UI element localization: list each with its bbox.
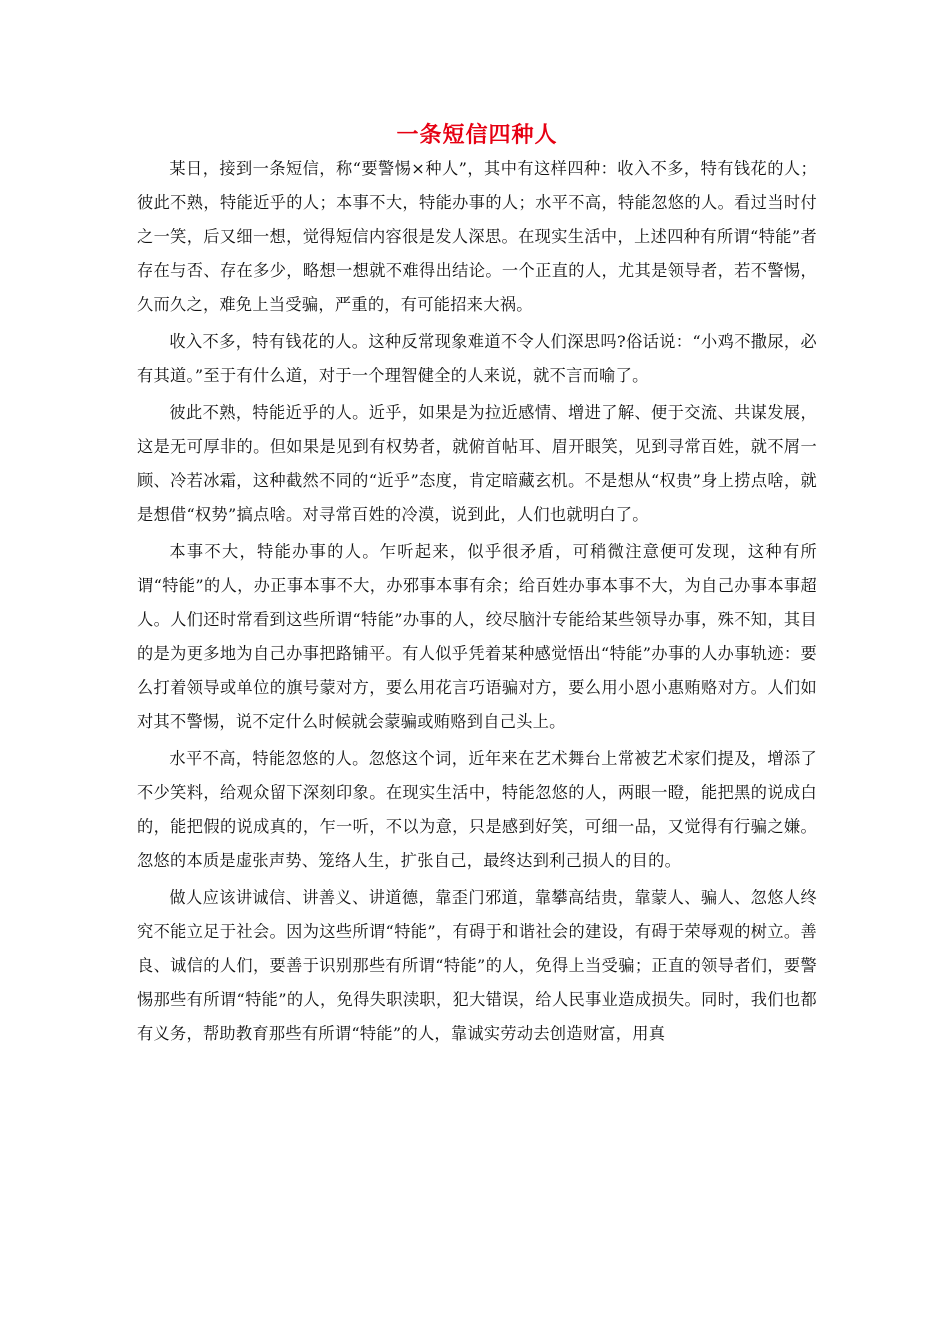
document-title: 一条短信四种人: [396, 122, 558, 148]
document-body: [137, 120, 817, 1054]
paragraph-intro: 某日，接到一条短信，称“要警惕×种人”，其中有这样四种：收入不多，特有钱花的人；彼此不熟，特能近乎的人；本事不大，特能办事的人；水平不高，特能忽悠的人。看过当时付之一笑，后又细一想，觉得短信内容很是发人深思。在现实生活中，上述四种有所谓“特能”者存在与否、存在多少，略想一想就不难得出结论。一个正直的人，尤其是领导者，若不警惕，久而久之，难免上当受骗，严重的，有可能招来大祸。: [137, 159, 817, 314]
paragraph-fooling: 水平不高，特能忽悠的人。忽悠这个词，近年来在艺术舞台上常被艺术家们提及，增添了不少笑料，给观众留下深刻印象。在现实生活中，特能忽悠的人，两眼一瞪，能把黑的说成白的，能把假的说成真的，乍一听，不以为意，只是感到好笑，可细一品，又觉得有行骗之嫌。忽悠的本质是虚张声势、笼络人生，扩张自己，最终达到利己损人的目的。: [137, 749, 817, 870]
paragraph-conclusion: 做人应该讲诚信、讲善义、讲道德，靠歪门邪道，靠攀高结贵，靠蒙人、骗人、忽悠人终究不能立足于社会。因为这些所谓“特能”，有碍于和谐社会的建设，有碍于荣辱观的树立。善良、诚信的人们，要善于识别那些有所谓“特能”的人，免得上当受骗；正直的领导者们，要警惕那些有所谓“特能”的人，免得失职渎职，犯大错误，给人民事业造成损失。同时，我们也都有义务，帮助教育那些有所谓“特能”的人，靠诚实劳动去创造财富，用真: [137, 888, 817, 1043]
paragraph-familiarity: 彼此不熟，特能近乎的人。近乎，如果是为拉近感情、增进了解、便于交流、共谋发展，这是无可厚非的。但如果是见到有权势者，就俯首帖耳、眉开眼笑，见到寻常百姓，就不屑一顾、冷若冰霜，这种截然不同的“近乎”态度，肯定暗藏玄机。不是想从“权贵”身上捞点啥，就是想借“权势”搞点啥。对寻常百姓的冷漠，说到此，人们也就明白了。: [137, 403, 817, 524]
paragraph-ability: 本事不大，特能办事的人。乍听起来，似乎很矛盾，可稍微注意便可发现，这种有所谓“特能”的人，办正事本事不大，办邪事本事有余；给百姓办事本事不大，为自己办事本事超人。人们还时常看到这些所谓“特能”办事的人，绞尽脑汁专能给某些领导办事，殊不知，其目的是为更多地为自己办事把路铺平。有人似乎凭着某种感觉悟出“特能”办事的人办事轨迹：要么打着领导或单位的旗号蒙对方，要么用花言巧语骗对方，要么用小恩小惠贿赂对方。人们如对其不警惕，说不定什么时候就会蒙骗或贿赂到自己头上。: [137, 542, 817, 731]
paragraph-income: 收入不多，特有钱花的人。这种反常现象难道不令人们深思吗?俗话说：“小鸡不撒尿，必有其道。”至于有什么道，对于一个理智健全的人来说，就不言而喻了。: [137, 332, 817, 385]
